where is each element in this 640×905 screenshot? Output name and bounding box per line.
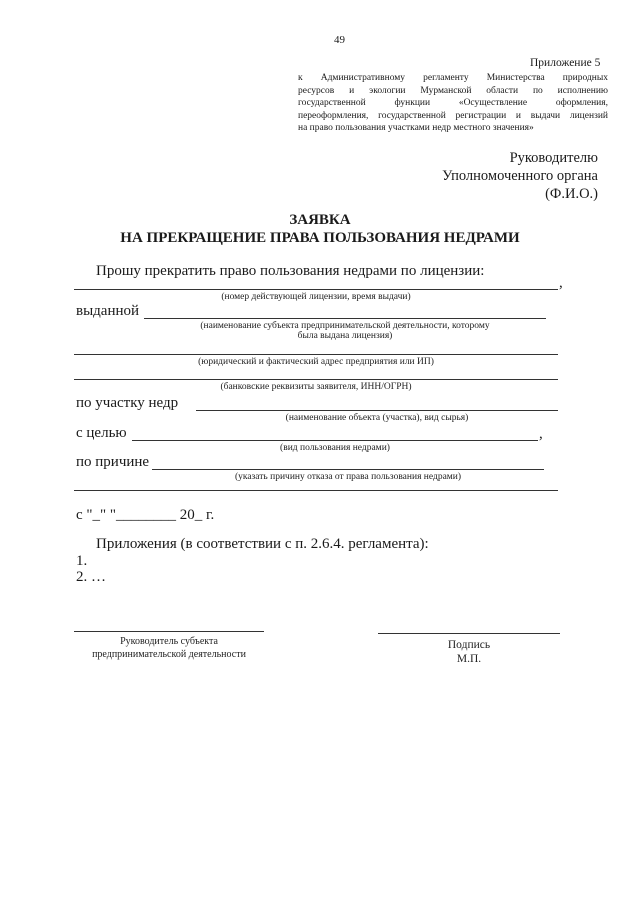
right-signature-caption <box>378 638 560 666</box>
attachment-item: 2. … <box>76 569 106 585</box>
stamp-label: М.П. <box>456 653 482 665</box>
left-signature-caption <box>74 635 264 661</box>
reason-caption: (указать причину отказа от права пользования недрами) <box>234 472 462 482</box>
bank-field[interactable] <box>74 379 558 380</box>
attachment-item: 1. <box>76 553 88 569</box>
purpose-label: с целью <box>76 425 127 441</box>
appendix-title: Приложение 5 <box>530 57 601 69</box>
issued-caption <box>144 321 546 341</box>
addressee-line: (Ф.И.О.) <box>545 186 598 202</box>
document-title: ЗАЯВКА <box>289 212 351 228</box>
issued-label: выданной <box>76 303 140 319</box>
date-line: с "_" "________ 20_ г. <box>76 507 215 523</box>
issued-caption-line: (наименование субъекта предпринимательской деятельности, которому <box>200 321 490 331</box>
document-subtitle: НА ПРЕКРАЩЕНИЕ ПРАВА ПОЛЬЗОВАНИЯ НЕДРАМИ <box>120 230 520 246</box>
request-intro: Прошу прекратить право пользования недрами по лицензии: <box>96 263 485 279</box>
license-field[interactable] <box>74 289 558 290</box>
address-field[interactable] <box>74 354 558 355</box>
right-signature-line[interactable] <box>378 633 560 634</box>
license-caption: (номер действующей лицензии, время выдачи) <box>221 292 411 302</box>
left-signature-line-1: Руководитель субъекта <box>120 636 218 647</box>
reason-field-extra[interactable] <box>74 490 558 491</box>
signature-label: Подпись <box>447 639 491 651</box>
purpose-field[interactable] <box>132 440 538 441</box>
appendix-line: к Административному регламенту Министерства природных <box>298 73 608 83</box>
left-signature-line[interactable] <box>74 631 264 632</box>
page-number: 49 <box>334 34 345 46</box>
appendix-reference <box>298 72 608 135</box>
attachments-title: Приложения (в соответствии с п. 2.6.4. регламента): <box>96 536 429 552</box>
issued-field[interactable] <box>144 318 546 319</box>
addressee-line: Уполномоченного органа <box>442 168 598 184</box>
site-caption: (наименование объекта (участка), вид сырья) <box>285 413 469 423</box>
site-label: по участку недр <box>76 395 179 411</box>
appendix-line: на право пользования участками недр местного значения» <box>298 123 534 133</box>
bank-caption: (банковские реквизиты заявителя, ИНН/ОГРН) <box>220 382 412 392</box>
reason-label: по причине <box>76 454 150 470</box>
appendix-line: государственной функции «Осуществление оформления, <box>298 98 608 108</box>
appendix-line: переоформления, государственной регистрации и выдачи лицензий <box>298 110 608 121</box>
site-field[interactable] <box>196 410 558 411</box>
reason-field[interactable] <box>152 469 544 470</box>
purpose-comma: , <box>539 426 543 442</box>
issued-caption-line: была выдана лицензия) <box>297 331 393 341</box>
license-comma: , <box>559 275 563 291</box>
address-caption: (юридический и фактический адрес предприятия или ИП) <box>198 357 434 367</box>
appendix-line: ресурсов и экологии Мурманской области по исполнению <box>298 85 608 96</box>
purpose-caption: (вид пользования недрами) <box>280 443 390 453</box>
addressee-line: Руководителю <box>509 150 598 166</box>
left-signature-line-2: предпринимательской деятельности <box>92 649 246 660</box>
